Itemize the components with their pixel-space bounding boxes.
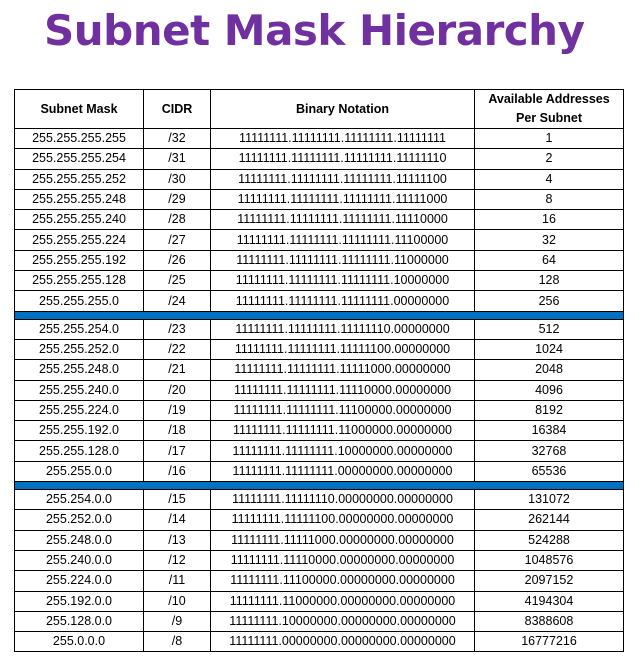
cell-binary-notation: 11111111.11111111.11111111.11000000 — [211, 250, 475, 270]
cell-available-addresses: 2048 — [475, 360, 624, 380]
cell-binary-notation: 11111111.11111111.11111111.11111100 — [211, 169, 475, 189]
cell-subnet-mask: 255.255.255.248 — [15, 189, 144, 209]
cell-available-addresses: 512 — [475, 319, 624, 339]
cell-cidr: /15 — [144, 490, 211, 510]
cell-cidr: /22 — [144, 339, 211, 359]
cell-subnet-mask: 255.192.0.0 — [15, 591, 144, 611]
cell-subnet-mask: 255.254.0.0 — [15, 490, 144, 510]
cell-cidr: /14 — [144, 510, 211, 530]
cell-cidr: /24 — [144, 291, 211, 311]
cell-binary-notation: 11111111.11000000.00000000.00000000 — [211, 591, 475, 611]
cell-binary-notation: 11111111.11111111.11111111.11111111 — [211, 129, 475, 149]
cell-cidr: /8 — [144, 632, 211, 652]
cell-available-addresses: 2097152 — [475, 571, 624, 591]
group-separator — [15, 482, 624, 490]
cell-subnet-mask: 255.255.255.240 — [15, 210, 144, 230]
cell-subnet-mask: 255.255.254.0 — [15, 319, 144, 339]
cell-available-addresses: 1024 — [475, 339, 624, 359]
cell-cidr: /10 — [144, 591, 211, 611]
cell-cidr: /29 — [144, 189, 211, 209]
group-separator — [15, 311, 624, 319]
table-row — [15, 291, 624, 311]
table-row — [15, 189, 624, 209]
cell-available-addresses: 16 — [475, 210, 624, 230]
cell-subnet-mask: 255.255.255.255 — [15, 129, 144, 149]
subnet-table — [14, 89, 624, 652]
cell-binary-notation: 11111111.11111111.10000000.00000000 — [211, 441, 475, 461]
cell-binary-notation: 11111111.11111111.11111111.10000000 — [211, 271, 475, 291]
cell-available-addresses: 524288 — [475, 530, 624, 550]
cell-cidr: /30 — [144, 169, 211, 189]
table-row — [15, 441, 624, 461]
cell-subnet-mask: 255.0.0.0 — [15, 632, 144, 652]
cell-binary-notation: 11111111.11111111.11111111.11100000 — [211, 230, 475, 250]
cell-binary-notation: 11111111.11111111.00000000.00000000 — [211, 461, 475, 481]
cell-available-addresses: 1 — [475, 129, 624, 149]
table-row — [15, 400, 624, 420]
cell-binary-notation: 11111111.11111111.11111111.00000000 — [211, 291, 475, 311]
cell-binary-notation: 11111111.11111111.11111100.00000000 — [211, 339, 475, 359]
page-title: Subnet Mask Hierarchy — [44, 6, 585, 55]
cell-subnet-mask: 255.255.128.0 — [15, 441, 144, 461]
table-row — [15, 550, 624, 570]
cell-available-addresses: 262144 — [475, 510, 624, 530]
cell-subnet-mask: 255.255.255.192 — [15, 250, 144, 270]
cell-cidr: /28 — [144, 210, 211, 230]
header-available-addresses — [475, 90, 624, 129]
cell-available-addresses: 8192 — [475, 400, 624, 420]
table-row — [15, 230, 624, 250]
cell-binary-notation: 11111111.11111110.00000000.00000000 — [211, 490, 475, 510]
cell-binary-notation: 11111111.11111111.11111111.11110000 — [211, 210, 475, 230]
cell-binary-notation: 11111111.11111111.11111110.00000000 — [211, 319, 475, 339]
cell-available-addresses: 16777216 — [475, 632, 624, 652]
header-addresses-line1: Available Addresses — [488, 92, 610, 106]
cell-cidr: /31 — [144, 149, 211, 169]
cell-subnet-mask: 255.255.252.0 — [15, 339, 144, 359]
cell-subnet-mask: 255.255.255.252 — [15, 169, 144, 189]
cell-subnet-mask: 255.255.255.128 — [15, 271, 144, 291]
cell-binary-notation: 11111111.11111111.11110000.00000000 — [211, 380, 475, 400]
cell-available-addresses: 128 — [475, 271, 624, 291]
cell-available-addresses: 64 — [475, 250, 624, 270]
cell-cidr: /13 — [144, 530, 211, 550]
separator-bar — [15, 311, 624, 319]
cell-cidr: /20 — [144, 380, 211, 400]
cell-subnet-mask: 255.255.255.254 — [15, 149, 144, 169]
cell-binary-notation: 11111111.11111100.00000000.00000000 — [211, 510, 475, 530]
cell-subnet-mask: 255.240.0.0 — [15, 550, 144, 570]
cell-cidr: /16 — [144, 461, 211, 481]
table-row — [15, 319, 624, 339]
cell-subnet-mask: 255.255.248.0 — [15, 360, 144, 380]
cell-cidr: /12 — [144, 550, 211, 570]
cell-available-addresses: 8388608 — [475, 611, 624, 631]
cell-available-addresses: 256 — [475, 291, 624, 311]
cell-binary-notation: 11111111.11111111.11111111.11111000 — [211, 189, 475, 209]
cell-binary-notation: 11111111.11100000.00000000.00000000 — [211, 571, 475, 591]
cell-available-addresses: 4194304 — [475, 591, 624, 611]
cell-cidr: /11 — [144, 571, 211, 591]
table-row — [15, 421, 624, 441]
header-cidr: CIDR — [144, 90, 211, 129]
cell-subnet-mask: 255.255.240.0 — [15, 380, 144, 400]
table-row — [15, 571, 624, 591]
table-row — [15, 632, 624, 652]
table-row — [15, 149, 624, 169]
cell-binary-notation: 11111111.11111000.00000000.00000000 — [211, 530, 475, 550]
cell-cidr: /19 — [144, 400, 211, 420]
cell-cidr: /25 — [144, 271, 211, 291]
table-row — [15, 360, 624, 380]
cell-cidr: /18 — [144, 421, 211, 441]
cell-binary-notation: 11111111.11111111.11100000.00000000 — [211, 400, 475, 420]
header-subnet-mask: Subnet Mask — [15, 90, 144, 129]
table-row — [15, 271, 624, 291]
cell-available-addresses: 4 — [475, 169, 624, 189]
cell-cidr: /32 — [144, 129, 211, 149]
cell-binary-notation: 11111111.11110000.00000000.00000000 — [211, 550, 475, 570]
table-row — [15, 461, 624, 481]
table-row — [15, 210, 624, 230]
cell-binary-notation: 11111111.11111111.11000000.00000000 — [211, 421, 475, 441]
cell-available-addresses: 1048576 — [475, 550, 624, 570]
header-addresses-line2: Per Subnet — [516, 111, 582, 125]
table-row — [15, 510, 624, 530]
cell-cidr: /17 — [144, 441, 211, 461]
cell-available-addresses: 32768 — [475, 441, 624, 461]
table-body — [15, 129, 624, 652]
cell-subnet-mask: 255.248.0.0 — [15, 530, 144, 550]
cell-cidr: /9 — [144, 611, 211, 631]
cell-available-addresses: 16384 — [475, 421, 624, 441]
cell-binary-notation: 11111111.00000000.00000000.00000000 — [211, 632, 475, 652]
cell-binary-notation: 11111111.10000000.00000000.00000000 — [211, 611, 475, 631]
separator-bar — [15, 482, 624, 490]
table-row — [15, 339, 624, 359]
cell-available-addresses: 4096 — [475, 380, 624, 400]
cell-binary-notation: 11111111.11111111.11111111.11111110 — [211, 149, 475, 169]
cell-available-addresses: 65536 — [475, 461, 624, 481]
cell-cidr: /21 — [144, 360, 211, 380]
cell-available-addresses: 32 — [475, 230, 624, 250]
table-row — [15, 250, 624, 270]
cell-cidr: /23 — [144, 319, 211, 339]
cell-binary-notation: 11111111.11111111.11111000.00000000 — [211, 360, 475, 380]
table-row — [15, 611, 624, 631]
cell-subnet-mask: 255.255.192.0 — [15, 421, 144, 441]
cell-subnet-mask: 255.252.0.0 — [15, 510, 144, 530]
cell-available-addresses: 131072 — [475, 490, 624, 510]
header-binary-notation: Binary Notation — [211, 90, 475, 129]
table-row — [15, 169, 624, 189]
header-row — [15, 90, 624, 129]
cell-subnet-mask: 255.128.0.0 — [15, 611, 144, 631]
table-row — [15, 530, 624, 550]
cell-available-addresses: 2 — [475, 149, 624, 169]
cell-subnet-mask: 255.255.255.224 — [15, 230, 144, 250]
table-row — [15, 380, 624, 400]
cell-cidr: /26 — [144, 250, 211, 270]
cell-subnet-mask: 255.255.224.0 — [15, 400, 144, 420]
cell-available-addresses: 8 — [475, 189, 624, 209]
table-row — [15, 591, 624, 611]
cell-subnet-mask: 255.255.255.0 — [15, 291, 144, 311]
cell-subnet-mask: 255.224.0.0 — [15, 571, 144, 591]
cell-cidr: /27 — [144, 230, 211, 250]
table-row — [15, 129, 624, 149]
table-row — [15, 490, 624, 510]
cell-subnet-mask: 255.255.0.0 — [15, 461, 144, 481]
